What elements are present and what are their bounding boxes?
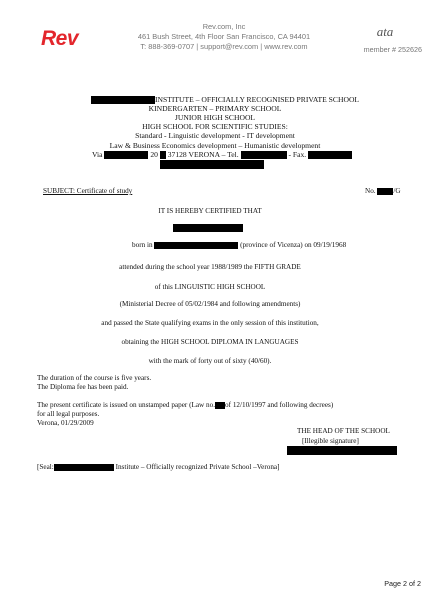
illegible-signature: [Illegible signature] bbox=[302, 437, 359, 445]
company-address: 461 Bush Street, 4th Floor San Francisco, CA 94401 bbox=[137, 32, 311, 41]
redaction bbox=[54, 464, 114, 471]
attended-line: attended during the school year 1988/1989 the FIFTH GRADE bbox=[119, 263, 301, 271]
purposes-note: for all legal purposes. bbox=[37, 410, 100, 418]
redaction bbox=[287, 446, 397, 455]
place-date: Verona, 01/29/2009 bbox=[37, 419, 94, 427]
present-note: The present certificate is issued on unstamped paper (Law no. of 12/10/1997 and following decrees) bbox=[37, 401, 334, 409]
fee-note: The Diploma fee has been paid. bbox=[37, 383, 129, 391]
certified-heading: IT IS HEREBY CERTIFIED THAT bbox=[158, 207, 262, 215]
school-line-6: Law & Business Economics development – Humanistic development bbox=[109, 141, 321, 150]
school-type-line: of this LINGUISTIC HIGH SCHOOL bbox=[154, 283, 266, 291]
redaction bbox=[160, 160, 264, 169]
school-line-4: HIGH SCHOOL FOR SCIENTIFIC STUDIES: bbox=[142, 122, 288, 131]
obtaining-line: obtaining the HIGH SCHOOL DIPLOMA IN LANGUAGES bbox=[121, 338, 299, 346]
redaction bbox=[173, 224, 243, 232]
redaction bbox=[377, 188, 393, 195]
redaction bbox=[215, 402, 225, 409]
member-number: member # 252626 bbox=[363, 45, 422, 54]
rev-logo bbox=[41, 28, 103, 50]
duration-note: The duration of the course is five years. bbox=[37, 374, 152, 382]
rev-logo-text: Rev bbox=[41, 27, 79, 50]
mark-line: with the mark of forty out of sixty (40/60). bbox=[148, 357, 272, 365]
redaction bbox=[104, 151, 148, 159]
school-line-3: JUNIOR HIGH SCHOOL bbox=[174, 113, 256, 122]
redaction bbox=[241, 151, 287, 159]
reference-number: No. /G bbox=[365, 187, 401, 195]
head-of-school: THE HEAD OF THE SCHOOL bbox=[297, 427, 390, 435]
page-number: Page 2 of 2 bbox=[384, 579, 421, 588]
redaction bbox=[308, 151, 352, 159]
redaction bbox=[160, 151, 166, 159]
born-line: born in (province of Vicenza) on 09/19/1968 bbox=[132, 241, 347, 249]
subject-line: SUBJECT: Certificate of study bbox=[43, 187, 133, 195]
passed-line: and passed the State qualifying exams in the only session of this institution, bbox=[101, 319, 319, 327]
school-line-1: INSTITUTE – OFFICIALLY RECOGNISED PRIVATE SCHOOL bbox=[91, 95, 391, 104]
school-address: Via 20 37128 VERONA – Tel. - Fax. bbox=[92, 150, 362, 159]
ata-logo: ata bbox=[376, 24, 394, 39]
redaction bbox=[154, 242, 238, 249]
decree-line: (Ministerial Decree of 05/02/1984 and following amendments) bbox=[119, 300, 301, 308]
seal-line: [Seal: Institute – Officially recognized Private School –Verona] bbox=[37, 463, 280, 471]
school-line-2: KINDERGARTEN – PRIMARY SCHOOL bbox=[148, 104, 282, 113]
company-name: Rev.com, Inc bbox=[202, 22, 246, 31]
school-line-5: Standard - Linguistic development - IT development bbox=[135, 131, 295, 140]
company-contact: T: 888-369-0707 | support@rev.com | www.rev.com bbox=[140, 42, 308, 51]
